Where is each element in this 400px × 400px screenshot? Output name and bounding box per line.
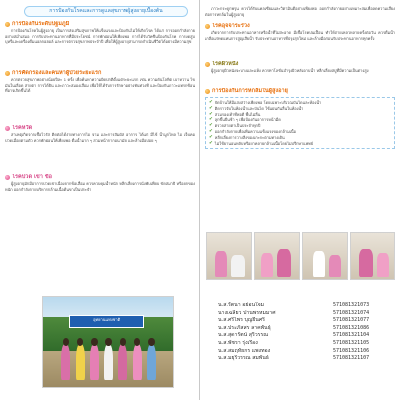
page-banner: การป้องกันโรคและการดูแลสุขภาพผู้สูงอายุเบื้องต้น [24,6,188,17]
right-page [200,0,400,400]
activity-photo [302,232,348,280]
section-title: โรคหวัด [12,125,33,131]
list-item: ✔ หลีกเลี่ยงการวางสิ่งของเกะกะตามทางเดิน [209,134,285,140]
person-figure [104,344,113,380]
group-photo [42,296,174,388]
person-figure [76,344,85,380]
list-item: ✔ ติดราวจับในห้องน้ำและบันได ใช้แผ่นกันลื่นในห้องน้ำ [209,105,304,111]
section-title: โรคปวด เข่า ข้อ [12,174,53,180]
flower-bullet-icon [205,89,210,94]
person-figure [90,344,99,380]
box-title: การป้องกันการหกล้มในผู้สูงอายุ [212,88,288,94]
check-icon: ✔ [209,123,213,129]
section-screening [5,70,195,122]
list-item: ✔ ตรวจสายตาเป็นประจำทุกปี [209,123,261,129]
section-title: โรคอุจจาระร่วง [212,23,250,29]
section-text: ผู้สูงอายุมักมีอาการปวดเข่าเนื่องจากข้อเสื่อม ควรควบคุมน้ำหนัก หลีกเลี่ยงการนั่งพับเพียบ ขัดสมาธิ หรือยกของหนัก ออกกำลังกายบริหารกล้ามเนื้อต้นขาเป็นประจำ [5,181,195,192]
list-item: น.ส.ประภัสสร ลาคพันธุ์ 571081321086 [218,324,370,331]
park-sign: อุทยานแห่งชาติ [69,315,144,328]
flower-bullet-icon [205,24,210,29]
check-icon: ✔ [209,117,213,123]
activity-photo [206,232,252,280]
section-skin [205,61,395,85]
flower-bullet-icon [5,22,10,27]
flower-bullet-icon [205,62,210,67]
section-knee-pain [5,174,195,209]
section-title: การป้องกันระดับปฐมภูมิ [12,21,70,27]
list-item: น.ส.ศรีไพร บุญยืนศรี 571081321077 [218,317,370,324]
list-item: น.ส.รัตนา อย่อนใจม 571081321073 [218,302,370,308]
section-title: โรคผิวหนัง [212,61,239,67]
section-common-cold [5,125,195,171]
check-icon: ✔ [209,105,213,111]
intro-text: ภาวะกระดูกพรุน ควรได้รับแคลเซียมและวิตามินดีอย่างเพียงพอ ออกกำลังกายอย่างเหมาะสมเพื่อลดความเสี่ยงต่อการหกล้มในผู้สูงอายุ [205,6,395,17]
member-list [218,302,394,363]
list-item: ✔ สวมรองเท้าที่พอดี พื้นไม่ลื่น [209,111,261,117]
check-icon: ✔ [209,111,213,117]
flower-bullet-icon [5,175,10,180]
person-figure [61,344,70,380]
left-content [5,21,195,212]
check-icon: ✔ [209,134,213,140]
check-icon: ✔ [209,140,213,146]
section-text: เกิดจากการรับประทานอาหารหรือน้ำที่ไม่สะอาด มีเชื้อโรคปนเปื้อน ทำให้ถ่ายเหลวหลายครั้งต่อวัน ควรดื่มน้ำเกลือแร่ทดแทนการสูญเสียน้ำ รับประทานอาหารที่ปรุงสุกใหม่ และล้างมือก่อนรับประทานอาหารทุกครั้ง [205,30,395,41]
section-text: สาเหตุเกิดจากเชื้อไวรัส ติดต่อได้ง่ายทางการไอ จาม และการสัมผัส อาการ ได้แก่ มีไข้ น้ำมูกไหล ไอ เจ็บคอ ปวดเมื่อยตามตัว ควรพักผ่อนให้เพียงพอ ดื่มน้ำมาก ๆ สวมหน้ากากอนามัย และล้างมือบ่อย ๆ [5,132,195,143]
list-item: ✔ จัดบ้านให้มีแสงสว่างเพียงพอ โดยเฉพาะบริเวณบันไดและห้องน้ำ [209,100,322,105]
flower-bullet-icon [5,126,10,131]
list-item: น.ส.สมฤทัยกร แพงทอง 571081321106 [218,347,370,354]
person-figure [118,344,127,380]
section-text: ควรตรวจสุขภาพอย่างน้อยปีละ 1 ครั้ง เพื่อค้นหาความผิดปกติตั้งแต่ระยะแรก เช่น ความดันโลหิต เบาหวาน ไขมันในเลือด สายตา การได้ยิน และภาวะสมองเสื่อม เพื่อให้ได้รับการรักษาอย่างทันท่วงที และป้องกันภาวะแทรกซ้อนที่อาจเกิดขึ้นได้ [5,77,195,94]
right-content [205,6,395,152]
activity-photo [350,232,395,280]
person-figure [133,344,142,380]
section-text: ผู้สูงอายุผิวหนังจะบางและแห้ง ควรทาโลชั่นบำรุงผิวหลังอาบน้ำ หลีกเลี่ยงสบู่ที่มีความเป็นด่างสูง [211,68,369,73]
list-item: นางเฉลียว ปานพรหมมาศ 571081321074 [218,309,370,316]
list-item: น.ส.พัชรา รุ่งเรือง 571081321105 [218,339,370,346]
fall-prevention-box [205,97,395,149]
list-item: ✔ ไม่ใช้ยานอนหลับหรือยาคลายกล้ามเนื้อโดยไม่ปรึกษาแพทย์ [209,140,314,146]
list-item: น.ส.มยุรีวรรณ สมพันธ์ 571081321107 [218,355,370,362]
flower-bullet-icon [5,71,10,76]
section-diarrhea [205,23,395,58]
check-icon: ✔ [209,100,213,105]
list-item: ✔ ลุกขึ้นยืนช้า ๆ เพื่อป้องกันอาการหน้ามืด [209,117,281,123]
list-item: ✔ ออกกำลังกายเพื่อเพิ่มความแข็งแรงของกล้ามเนื้อ [209,128,296,134]
list-item: น.ส.สุดารัตน์ สุริวรรณ 571081321104 [218,332,370,339]
activity-photo [254,232,300,280]
section-title: การคัดกรองและคนหาผู้ป่วยระยะแรก [12,70,102,76]
person-figure [147,344,156,380]
section-primary-prevention [5,21,195,67]
section-text: การป้องกันโรคในผู้สูงอายุ เป็นการส่งเสริมสุขภาพให้แข็งแรงและป้องกันไม่ให้เกิดโรค ได้แก่ การออกกำลังกายอย่างสม่ำเสมอ การรับประทานอาหารที่มีประโยชน์ การพักผ่อนให้เพียงพอ การได้รับวัคซีนป้องกันโรค การงดสูบบุหรี่และเครื่องดื่มแอลกอฮอล์ และการตรวจสุขภาพประจำปี เพื่อให้ผู้สูงอายุสามารถดำเนินชีวิตได้อย่างมีความสุข [5,28,195,45]
check-icon: ✔ [209,128,213,134]
